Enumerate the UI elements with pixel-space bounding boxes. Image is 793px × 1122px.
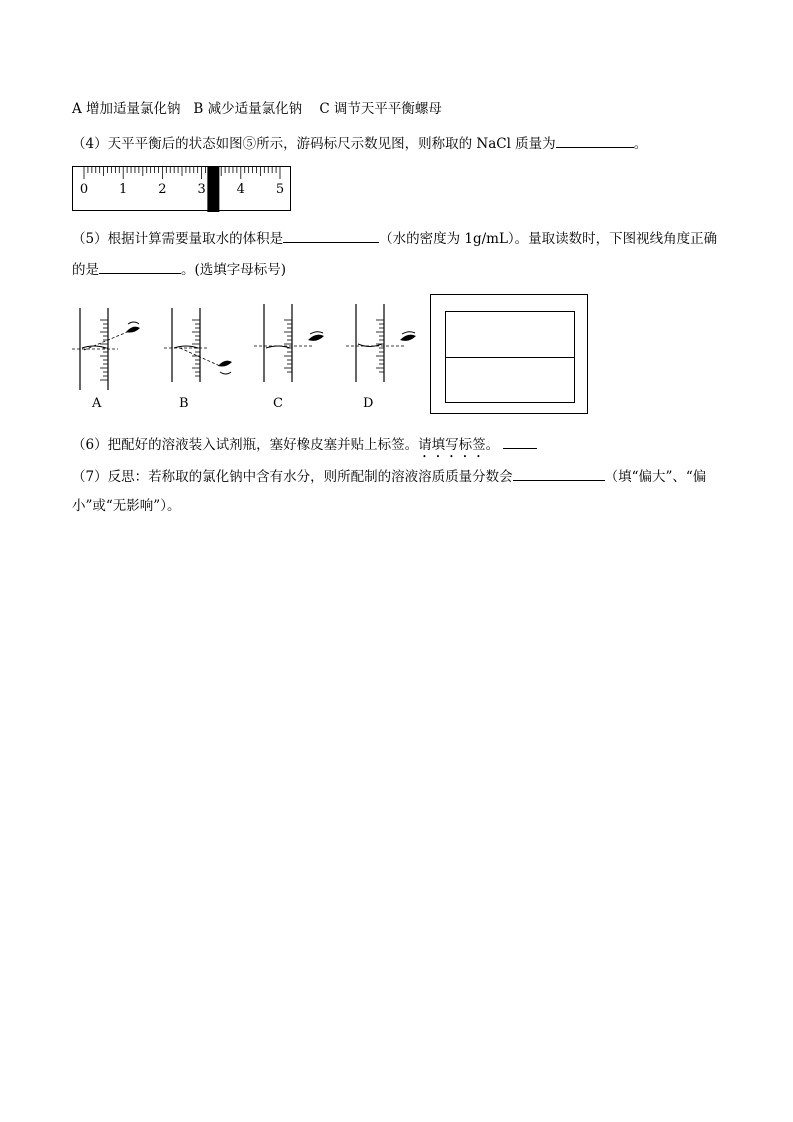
q5-volume-blank[interactable] <box>283 228 379 243</box>
rider-marker <box>207 166 219 212</box>
figure-label-a: A <box>92 396 102 411</box>
figure-label-b: B <box>179 396 189 411</box>
q6-dotted-text: 请填写标签 <box>418 437 486 453</box>
q5-text2: （水的密度为 1g/mL）。量取读数时，下图视线角度正确 <box>379 231 718 247</box>
option-a: A 增加适量氯化钠 <box>72 101 181 117</box>
rider-scale-figure <box>72 166 292 214</box>
q4-text: （4）天平平衡后的状态如图⑤所示，游码标尺示数见图，则称取的 NaCl 质量为 <box>72 136 556 152</box>
q7-answer-blank[interactable] <box>513 466 605 481</box>
ruler-tick-label: 0 <box>79 182 89 197</box>
question-5-line2 <box>72 259 286 279</box>
ruler-tick-label: 2 <box>158 182 167 197</box>
figure-d-cylinder <box>346 304 416 382</box>
question-5-line1 <box>72 228 717 248</box>
eye-icon <box>308 332 324 341</box>
q4-answer-blank[interactable] <box>556 133 634 148</box>
q5-text3: 的是 <box>72 262 99 278</box>
option-c: C 调节天平平衡螺母 <box>319 101 442 117</box>
ruler-tick-label: 3 <box>197 182 206 197</box>
ruler-tick-label: 1 <box>119 182 128 197</box>
eye-icon <box>126 322 140 333</box>
question-7-line1 <box>72 466 706 486</box>
q7-text1: （7）反思：若称取的氯化钠中含有水分，则所配制的溶液溶质质量分数会 <box>72 469 513 485</box>
question-4 <box>72 133 647 153</box>
q7-text3: 小”或“无影响”）。 <box>72 498 181 514</box>
q6-end: 。 <box>485 437 500 453</box>
options-line <box>72 100 442 118</box>
q6-answer-blank[interactable] <box>503 434 537 449</box>
cylinder-reading-figures <box>70 298 430 394</box>
figure-c-cylinder <box>254 304 324 382</box>
reagent-label-box[interactable] <box>430 294 588 414</box>
q5-text4: 。(选填字母标号) <box>181 262 287 278</box>
q6-text: （6）把配好的溶液装入试剂瓶，塞好橡皮塞并贴上标签。 <box>72 437 419 453</box>
eye-icon <box>218 361 232 374</box>
figure-a-cylinder <box>72 308 140 390</box>
ruler-tick-label: 4 <box>236 182 245 197</box>
q4-end: 。 <box>633 136 648 152</box>
figure-label-c: C <box>273 396 283 411</box>
option-b: B 减少适量氯化钠 <box>193 101 303 117</box>
figure-b-cylinder <box>164 308 232 382</box>
question-7-line2 <box>72 497 180 515</box>
ruler-tick-label: 5 <box>275 182 285 197</box>
question-6 <box>72 434 537 461</box>
q5-text1: （5）根据计算需要量取水的体积是 <box>72 231 284 247</box>
q7-text2: （填“偏大”、“偏 <box>604 469 707 485</box>
q5-choice-blank[interactable] <box>99 259 181 274</box>
figure-label-d: D <box>363 396 374 411</box>
eye-icon <box>400 332 416 341</box>
reagent-label-inner <box>445 311 575 403</box>
reagent-label-divider <box>446 357 574 358</box>
